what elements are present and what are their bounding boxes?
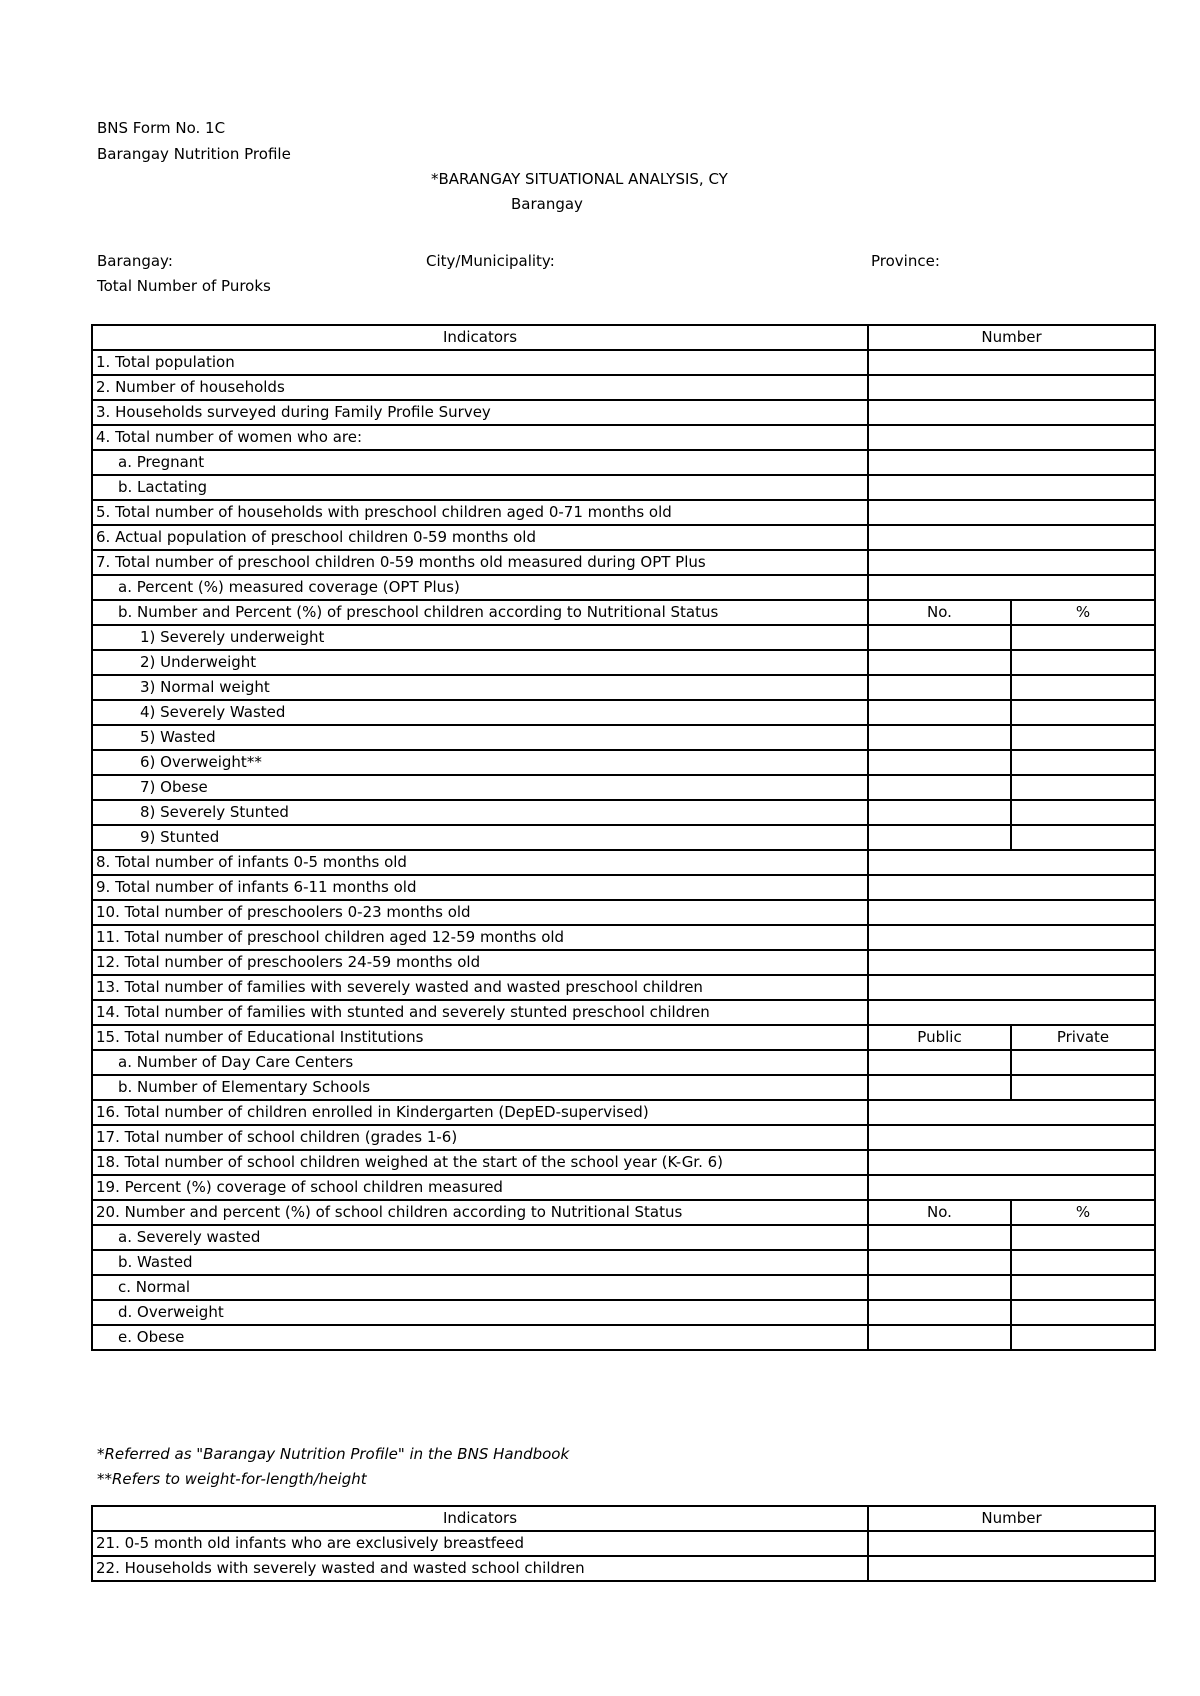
percent-cell[interactable] <box>1011 625 1155 650</box>
no-cell[interactable] <box>868 1325 1011 1350</box>
percent-cell[interactable] <box>1011 775 1155 800</box>
table-row <box>92 925 1155 950</box>
no-cell[interactable] <box>868 775 1011 800</box>
indicator-label: 8) Severely Stunted <box>92 800 868 825</box>
indicator-label: 4) Severely Wasted <box>92 700 868 725</box>
public-cell[interactable] <box>868 1075 1011 1100</box>
indicator-label: 8. Total number of infants 0-5 months old <box>92 850 868 875</box>
indicator-label: b. Number and Percent (%) of preschool children according to Nutritional Status <box>92 600 868 625</box>
form-name: Barangay Nutrition Profile <box>97 145 291 163</box>
table-row <box>92 650 1155 675</box>
no-cell[interactable] <box>868 650 1011 675</box>
table-row <box>92 1250 1155 1275</box>
table-row <box>92 875 1155 900</box>
value-cell[interactable] <box>868 975 1155 1000</box>
percent-cell[interactable] <box>1011 725 1155 750</box>
table-row <box>92 1556 1155 1581</box>
no-cell[interactable] <box>868 750 1011 775</box>
table-row <box>92 550 1155 575</box>
indicator-label: 11. Total number of preschool children aged 12-59 months old <box>92 925 868 950</box>
indicator-label: 5) Wasted <box>92 725 868 750</box>
no-cell[interactable] <box>868 1275 1011 1300</box>
table-row <box>92 1325 1155 1350</box>
indicator-label: 16. Total number of children enrolled in Kindergarten (DepED-supervised) <box>92 1100 868 1125</box>
percent-cell[interactable] <box>1011 750 1155 775</box>
table-row <box>92 900 1155 925</box>
public-header: Public <box>868 1025 1011 1050</box>
value-cell[interactable] <box>868 850 1155 875</box>
indicators-table <box>91 324 1156 1351</box>
value-cell[interactable] <box>868 425 1155 450</box>
indicator-label: a. Percent (%) measured coverage (OPT Plus) <box>92 575 868 600</box>
percent-header: % <box>1011 600 1155 625</box>
indicator-label: c. Normal <box>92 1275 868 1300</box>
additional-indicators-table <box>91 1505 1156 1582</box>
table-row <box>92 850 1155 875</box>
no-header: No. <box>868 600 1011 625</box>
indicator-label: 21. 0-5 month old infants who are exclusively breastfeed <box>92 1531 868 1556</box>
table-row <box>92 800 1155 825</box>
percent-cell[interactable] <box>1011 650 1155 675</box>
value-cell[interactable] <box>868 925 1155 950</box>
indicator-label: b. Number of Elementary Schools <box>92 1075 868 1100</box>
percent-cell[interactable] <box>1011 825 1155 850</box>
indicator-label: 9) Stunted <box>92 825 868 850</box>
value-cell[interactable] <box>868 875 1155 900</box>
indicator-label: e. Obese <box>92 1325 868 1350</box>
private-cell[interactable] <box>1011 1075 1155 1100</box>
table-row <box>92 825 1155 850</box>
table-row <box>92 950 1155 975</box>
percent-cell[interactable] <box>1011 1325 1155 1350</box>
no-cell[interactable] <box>868 625 1011 650</box>
table-row <box>92 1531 1155 1556</box>
table-row <box>92 1100 1155 1125</box>
indicator-label: 9. Total number of infants 6-11 months old <box>92 875 868 900</box>
table-row <box>92 500 1155 525</box>
value-cell[interactable] <box>868 1150 1155 1175</box>
indicator-label: b. Wasted <box>92 1250 868 1275</box>
value-cell[interactable] <box>868 1000 1155 1025</box>
table-row <box>92 525 1155 550</box>
indicator-label: 1. Total population <box>92 350 868 375</box>
indicator-label: 7) Obese <box>92 775 868 800</box>
percent-cell[interactable] <box>1011 1250 1155 1275</box>
indicator-label: 5. Total number of households with preschool children aged 0-71 months old <box>92 500 868 525</box>
percent-cell[interactable] <box>1011 675 1155 700</box>
table-row <box>92 600 1155 625</box>
page-subtitle: Barangay <box>511 195 583 213</box>
table-row <box>92 1275 1155 1300</box>
table-header-row <box>92 325 1155 350</box>
indicator-label: 3. Households surveyed during Family Profile Survey <box>92 400 868 425</box>
page-title: *BARANGAY SITUATIONAL ANALYSIS, CY <box>431 170 728 188</box>
value-cell[interactable] <box>868 475 1155 500</box>
indicator-label: a. Pregnant <box>92 450 868 475</box>
table-row <box>92 975 1155 1000</box>
indicator-label: 22. Households with severely wasted and wasted school children <box>92 1556 868 1581</box>
indicator-label: 2) Underweight <box>92 650 868 675</box>
percent-cell[interactable] <box>1011 1275 1155 1300</box>
value-cell[interactable] <box>868 400 1155 425</box>
no-cell[interactable] <box>868 1225 1011 1250</box>
public-cell[interactable] <box>868 1050 1011 1075</box>
indicator-label: 15. Total number of Educational Institutions <box>92 1025 868 1050</box>
table-row <box>92 1300 1155 1325</box>
table-row <box>92 725 1155 750</box>
table-row <box>92 1175 1155 1200</box>
percent-cell[interactable] <box>1011 1225 1155 1250</box>
indicator-label: 10. Total number of preschoolers 0-23 months old <box>92 900 868 925</box>
value-cell[interactable] <box>868 525 1155 550</box>
indicator-label: 6. Actual population of preschool children 0-59 months old <box>92 525 868 550</box>
percent-cell[interactable] <box>1011 700 1155 725</box>
table-row <box>92 1025 1155 1050</box>
table-row <box>92 350 1155 375</box>
footnote-2: **Refers to weight-for-length/height <box>97 1470 367 1488</box>
table-row <box>92 400 1155 425</box>
indicators-header: Indicators <box>92 1506 868 1531</box>
table-row <box>92 375 1155 400</box>
indicator-label: d. Overweight <box>92 1300 868 1325</box>
private-header: Private <box>1011 1025 1155 1050</box>
table-row <box>92 575 1155 600</box>
indicators-header: Indicators <box>92 325 868 350</box>
table-row <box>92 450 1155 475</box>
indicator-label: 6) Overweight** <box>92 750 868 775</box>
indicator-label: a. Severely wasted <box>92 1225 868 1250</box>
table-row <box>92 1075 1155 1100</box>
table-row <box>92 425 1155 450</box>
barangay-label: Barangay: <box>97 252 173 270</box>
indicator-label: 14. Total number of families with stunted and severely stunted preschool children <box>92 1000 868 1025</box>
percent-cell[interactable] <box>1011 800 1155 825</box>
value-cell[interactable] <box>868 1100 1155 1125</box>
value-cell[interactable] <box>868 500 1155 525</box>
puroks-label: Total Number of Puroks <box>97 277 271 295</box>
percent-header: % <box>1011 1200 1155 1225</box>
number-header: Number <box>868 1506 1155 1531</box>
footnote-1: *Referred as "Barangay Nutrition Profile" in the BNS Handbook <box>97 1445 570 1463</box>
value-cell[interactable] <box>868 900 1155 925</box>
table-row <box>92 475 1155 500</box>
value-cell[interactable] <box>868 575 1155 600</box>
table-row <box>92 1000 1155 1025</box>
table-row <box>92 1200 1155 1225</box>
table-header-row <box>92 1506 1155 1531</box>
indicator-label: 4. Total number of women who are: <box>92 425 868 450</box>
indicator-label: 2. Number of households <box>92 375 868 400</box>
value-cell[interactable] <box>868 450 1155 475</box>
value-cell[interactable] <box>868 950 1155 975</box>
no-cell[interactable] <box>868 725 1011 750</box>
no-cell[interactable] <box>868 675 1011 700</box>
indicator-label: a. Number of Day Care Centers <box>92 1050 868 1075</box>
table-row <box>92 1050 1155 1075</box>
no-cell[interactable] <box>868 800 1011 825</box>
no-cell[interactable] <box>868 1300 1011 1325</box>
indicator-label: b. Lactating <box>92 475 868 500</box>
table-row <box>92 675 1155 700</box>
city-municipality-label: City/Municipality: <box>426 252 555 270</box>
indicator-label: 1) Severely underweight <box>92 625 868 650</box>
indicator-label: 18. Total number of school children weighed at the start of the school year (K-Gr. 6) <box>92 1150 868 1175</box>
value-cell[interactable] <box>868 350 1155 375</box>
value-cell[interactable] <box>868 1125 1155 1150</box>
indicator-label: 19. Percent (%) coverage of school children measured <box>92 1175 868 1200</box>
indicator-label: 12. Total number of preschoolers 24-59 months old <box>92 950 868 975</box>
table-row <box>92 700 1155 725</box>
private-cell[interactable] <box>1011 1050 1155 1075</box>
indicator-label: 3) Normal weight <box>92 675 868 700</box>
indicator-label: 17. Total number of school children (grades 1-6) <box>92 1125 868 1150</box>
value-cell[interactable] <box>868 1531 1155 1556</box>
table-row <box>92 1125 1155 1150</box>
no-header: No. <box>868 1200 1011 1225</box>
province-label: Province: <box>871 252 940 270</box>
table-row <box>92 1150 1155 1175</box>
form-number: BNS Form No. 1C <box>97 119 226 137</box>
table-row <box>92 775 1155 800</box>
number-header: Number <box>868 325 1155 350</box>
no-cell[interactable] <box>868 700 1011 725</box>
value-cell[interactable] <box>868 1556 1155 1581</box>
value-cell[interactable] <box>868 375 1155 400</box>
table-row <box>92 750 1155 775</box>
table-row <box>92 625 1155 650</box>
indicator-label: 7. Total number of preschool children 0-59 months old measured during OPT Plus <box>92 550 868 575</box>
value-cell[interactable] <box>868 550 1155 575</box>
indicator-label: 20. Number and percent (%) of school children according to Nutritional Status <box>92 1200 868 1225</box>
table-row <box>92 1225 1155 1250</box>
no-cell[interactable] <box>868 825 1011 850</box>
indicator-label: 13. Total number of families with severely wasted and wasted preschool children <box>92 975 868 1000</box>
no-cell[interactable] <box>868 1250 1011 1275</box>
percent-cell[interactable] <box>1011 1300 1155 1325</box>
value-cell[interactable] <box>868 1175 1155 1200</box>
